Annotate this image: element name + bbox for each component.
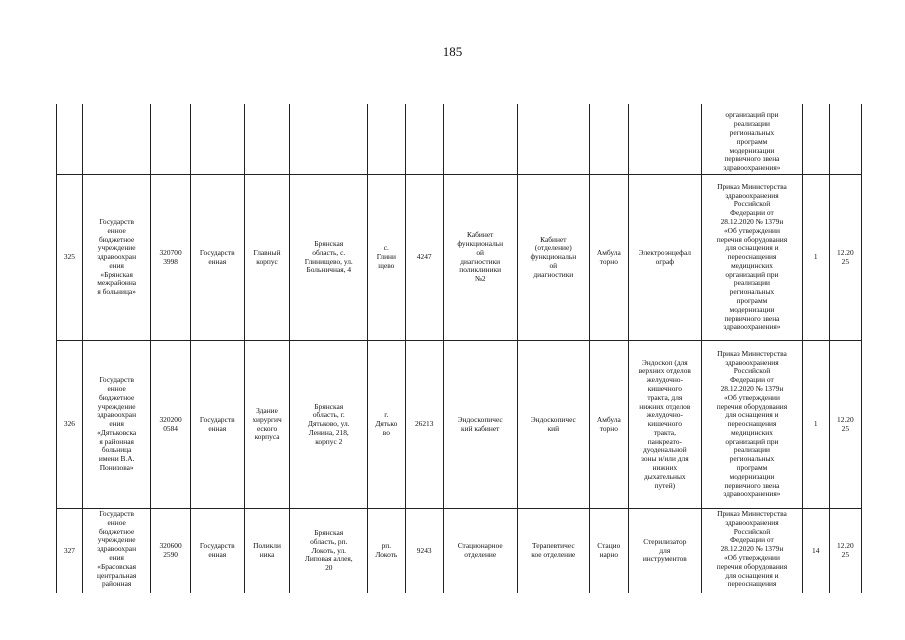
department-cell: Терапевтичес кое отделение <box>531 541 576 559</box>
table-row <box>57 341 862 509</box>
department-cell: Эндоскопичес кий <box>530 414 576 433</box>
unit-cell: Кабинет функциональн ой диагностики поликлиники №2 <box>457 230 504 284</box>
equipment-table <box>56 104 862 593</box>
care-type-cell: Амбула торно <box>596 247 621 266</box>
department-cell: Кабинет (отделение) функциональн ой диагностики <box>530 234 577 279</box>
institution-cell: Государств енное бюджетное учреждение здравоохран ения «Дятьковска я районная больница имени В.А. Понизова» <box>97 375 137 473</box>
quantity-cell: 1 <box>813 252 818 262</box>
table-row-continuation <box>57 104 862 175</box>
code-cell: 320200 0584 <box>159 414 182 433</box>
number-cell: 9243 <box>416 545 432 555</box>
building-cell: Главный корпус <box>253 247 281 266</box>
date-cell: 12.20 25 <box>837 414 854 433</box>
care-type-cell: Стацио нарно <box>597 541 621 559</box>
table-row <box>57 175 862 341</box>
quantity-cell: 14 <box>812 545 820 555</box>
row-number-cell: 326 <box>63 419 75 429</box>
ownership-cell: Государств енная <box>199 247 235 266</box>
settlement-cell: рп. Локоть <box>375 541 398 559</box>
settlement-cell: г. Дятько во <box>375 410 398 437</box>
address-cell: Брянская область, с. Глинищево, ул. Больничная, 4 <box>304 238 353 275</box>
basis-cell: Приказ Министерства здравоохранения Российской Федерации от 28.12.2020 № 1379н «Об утверждении перечня оборудования для оснащения и переоснащения <box>716 509 788 589</box>
basis-cell: Приказ Министерства здравоохранения Российской Федерации от 28.12.2020 № 1379н «Об утверждении перечня оборудования для оснащения и переоснащения медицинских организаций при реализации региональных программ модернизации первичного звена здравоохранения» <box>716 348 788 499</box>
number-cell: 26213 <box>414 419 434 429</box>
institution-cell: Государств енное бюджетное учреждение здравоохран ения «Брянская межрайонна я больница» <box>97 216 137 297</box>
date-cell: 12.20 25 <box>837 541 854 559</box>
ownership-cell: Государств енная <box>199 541 235 559</box>
row-number-cell: 327 <box>63 545 75 555</box>
building-cell: Поликли ника <box>253 541 281 559</box>
ownership-cell: Государств енная <box>199 414 235 433</box>
address-cell: Брянская область, рп. Локоть, ул. Липовая аллея, 20 <box>304 528 353 573</box>
number-cell: 4247 <box>416 252 432 262</box>
building-cell: Здание хирургич еского корпуса <box>252 405 282 442</box>
institution-cell: Государств енное бюджетное учреждение здравоохран ения «Брасовская центральная районная <box>97 509 137 589</box>
equipment-cell: Эндоскоп (для верхних отделов желудочно- кишечного тракта, для нижних отделов желудочно- кишечного тракта, панкреато- дуоденальной зоны и/или для нижних дыхательных путей) <box>638 357 691 490</box>
care-type-cell: Амбула торно <box>596 414 621 433</box>
page-number: 185 <box>442 44 463 59</box>
row-number-cell: 325 <box>63 252 75 262</box>
basis-cell: Приказ Министерства здравоохранения Российской Федерации от 28.12.2020 № 1379н «Об утверждении перечня оборудования для оснащения и переоснащения медицинских организаций при реализации региональных программ модернизации первичного звена здравоохранения» <box>716 181 788 332</box>
address-cell: Брянская область, г. Дятьково, ул. Ленина, 218, корпус 2 <box>307 401 350 446</box>
basis-cell: организаций при реализации региональных программ модернизации первичного звена здравоохранения» <box>723 110 781 173</box>
equipment-cell: Электроэнцефал ограф <box>638 247 691 266</box>
date-cell: 12.20 25 <box>837 247 854 266</box>
quantity-cell: 1 <box>813 419 818 429</box>
table-row <box>57 509 862 594</box>
unit-cell: Стационарное отделение <box>457 541 503 559</box>
equipment-cell: Стерилизатор для инструментов <box>642 536 687 564</box>
code-cell: 320700 3998 <box>159 247 182 266</box>
unit-cell: Эндоскопичес кий кабинет <box>457 414 503 433</box>
settlement-cell: с. Глини щево <box>376 243 396 270</box>
code-cell: 320600 2590 <box>159 541 182 559</box>
